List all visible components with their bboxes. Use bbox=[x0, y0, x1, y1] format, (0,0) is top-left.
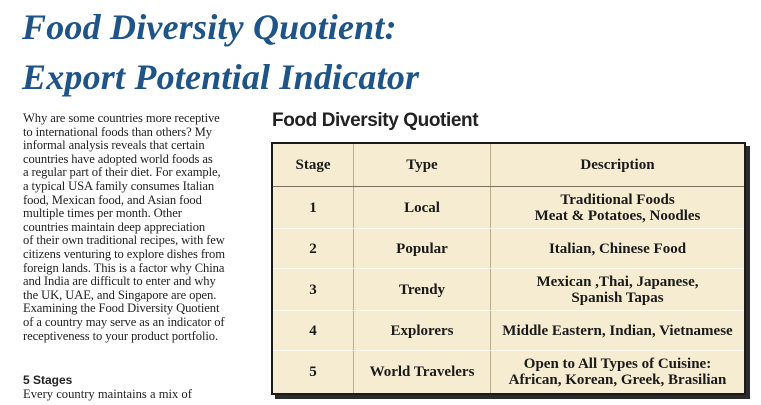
paragraph-line: food, Mexican food, and Asian food bbox=[23, 192, 202, 207]
type-cell: Popular bbox=[354, 229, 491, 269]
diversity-table bbox=[271, 142, 746, 395]
description-line: African, Korean, Greek, Brasilian bbox=[508, 371, 727, 388]
table-heading: Food Diversity Quotient bbox=[272, 110, 479, 131]
type-cell: World Travelers bbox=[354, 351, 491, 393]
paragraph-line: of their own traditional recipes, with few bbox=[23, 233, 225, 248]
paragraph-line: of a country may serve as an indicator of bbox=[23, 314, 225, 329]
description-line: Traditional Foods bbox=[560, 191, 675, 208]
description-line: Spanish Tapas bbox=[571, 289, 664, 306]
title-line-1: Food Diversity Quotient: bbox=[22, 7, 397, 47]
table-row bbox=[273, 311, 744, 351]
column-header-stage: Stage bbox=[273, 144, 354, 187]
paragraph-line: countries maintain deep appreciation bbox=[23, 219, 206, 234]
type-cell: Explorers bbox=[354, 311, 491, 351]
page-title bbox=[22, 2, 419, 102]
table-row bbox=[273, 269, 744, 311]
description-line: Italian, Chinese Food bbox=[548, 240, 687, 257]
description-cell bbox=[491, 187, 745, 229]
paragraph-line: citizens venturing to explore dishes from bbox=[23, 246, 225, 261]
description-line: Middle Eastern, Indian, Vietnamese bbox=[502, 322, 733, 339]
paragraph-line: to international foods than others? My bbox=[23, 124, 212, 139]
description-cell bbox=[491, 311, 745, 351]
description-line: Meat & Potatoes, Noodles bbox=[534, 207, 701, 224]
intro-paragraph bbox=[23, 112, 248, 343]
stage-cell: 5 bbox=[273, 351, 354, 393]
paragraph-line: Why are some countries more receptive bbox=[23, 111, 220, 125]
section-first-line: Every country maintains a mix of bbox=[23, 387, 192, 401]
description-cell bbox=[491, 351, 745, 393]
paragraph-line: multiple times per month. Other bbox=[23, 206, 182, 221]
table-row bbox=[273, 351, 744, 393]
description-cell bbox=[491, 269, 745, 311]
paragraph-line: informal analysis reveals that certain bbox=[23, 138, 205, 153]
type-cell: Trendy bbox=[354, 269, 491, 311]
paragraph-line: Examining the Food Diversity Quotient bbox=[23, 301, 220, 316]
stage-cell: 4 bbox=[273, 311, 354, 351]
table-row bbox=[273, 187, 744, 229]
paragraph-line: countries have adopted world foods as bbox=[23, 151, 213, 166]
description-cell bbox=[491, 229, 745, 269]
title-line-2: Export Potential Indicator bbox=[22, 57, 420, 97]
paragraph-line: a regular part of their diet. For example, bbox=[23, 165, 221, 180]
type-cell: Local bbox=[354, 187, 491, 229]
table-row bbox=[273, 229, 744, 269]
column-header-type: Type bbox=[354, 144, 491, 187]
stage-cell: 2 bbox=[273, 229, 354, 269]
table-header-row bbox=[273, 144, 744, 187]
stage-cell: 3 bbox=[273, 269, 354, 311]
paragraph-line: receptiveness to your product portfolio. bbox=[23, 328, 218, 343]
paragraph-line: the UK, UAE, and Singapore are open. bbox=[23, 287, 217, 302]
description-line: Mexican ,Thai, Japanese, bbox=[536, 273, 699, 290]
paragraph-line: a typical USA family consumes Italian bbox=[23, 178, 215, 193]
paragraph-line: and India are difficult to enter and why bbox=[23, 274, 216, 289]
paragraph-line: foreign lands. This is a factor why China bbox=[23, 260, 225, 275]
stage-cell: 1 bbox=[273, 187, 354, 229]
section-heading: 5 Stages bbox=[23, 373, 73, 387]
column-header-description: Description bbox=[491, 144, 745, 187]
description-line: Open to All Types of Cuisine: bbox=[523, 355, 712, 372]
